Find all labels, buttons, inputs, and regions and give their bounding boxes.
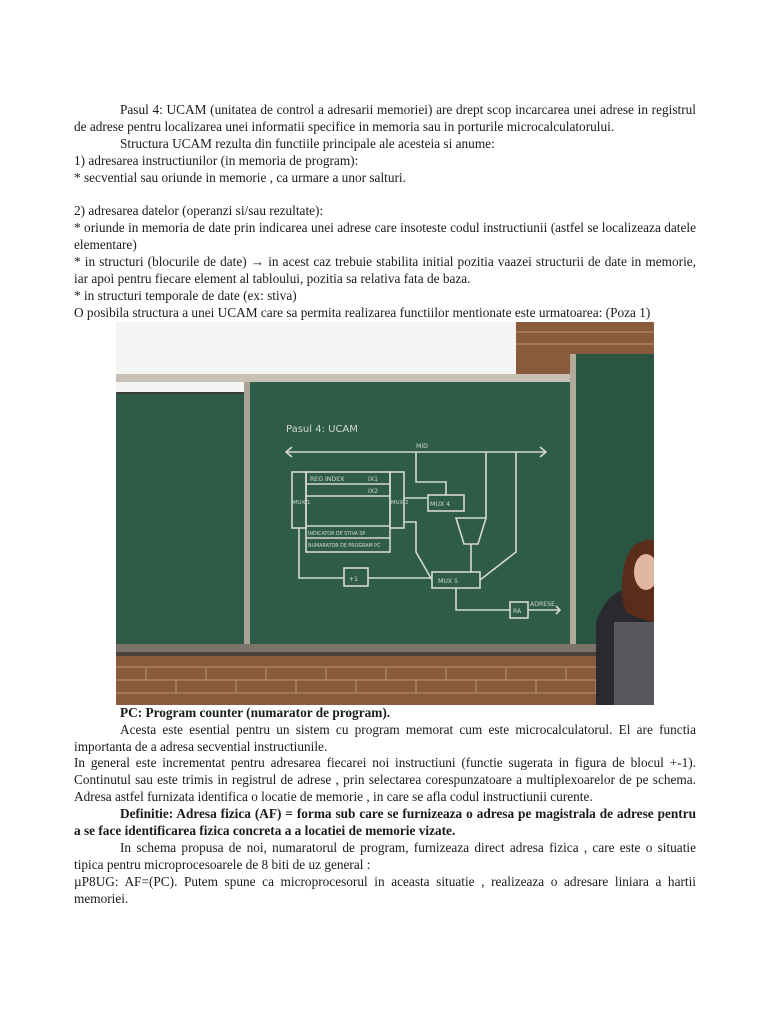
- blackboard-photo: [116, 322, 654, 705]
- blank-line: [74, 187, 696, 204]
- paragraph-intro: Pasul 4: UCAM (unitatea de control a adresarii memoriei) are drept scop incarcarea unei adrese in registrul de adrese pentru localizarea unei informatii specifice in memoria sau in porturile microcalculatorului.: [74, 102, 696, 134]
- board-label: +1: [349, 575, 359, 583]
- board-label: MID: [416, 442, 428, 450]
- board-label: INDICATOR DE STIVA SP: [308, 531, 366, 537]
- paragraph-pc-increment: In general este incrementat pentru adresarea fiecarei noi instructiuni (functie sugerata in figura de blocul +-1). Continutul sau este trimis in registrul de adrese , prin selectarea corespunzatoare a multiplexoarelor de pe schema. Adresa astfel furnizata identifica o locatie de memorie , in care se afla codul instructiunii curente.: [74, 755, 696, 805]
- list-item: * in structuri temporale de date (ex: stiva): [74, 287, 297, 303]
- list-item: 1) adresarea instructiunilor (in memoria de program):: [74, 152, 359, 168]
- board-label: NUMARATOR DE PROGRAM PC: [308, 543, 381, 549]
- paragraph-linear: µP8UG: AF=(PC). Putem spune ca microprocesorul in aceasta situatie , realizeaza o adresare liniara a hartii memoriei.: [74, 873, 696, 906]
- board-label: MUX 5: [438, 577, 459, 585]
- board-label: RA: [513, 607, 522, 615]
- board-label: Pasul 4: UCAM: [286, 423, 358, 435]
- board-label: ADRESE: [530, 600, 556, 608]
- paragraph-scheme: In schema propusa de noi, numaratorul de program, furnizeaza direct adresa fizica , care este o situatie tipica pentru microprocesoarele de 8 biti de uz general :: [74, 840, 696, 872]
- board-label: REG INDEX: [310, 475, 345, 483]
- board-label: IX1: [368, 475, 379, 483]
- document-page: [74, 102, 696, 908]
- list-item: * in structuri (blocurile de date) → in acest caz trebuie stabilita initial pozitia vaazei structurii de date in memorie, iar apoi pentru fiecare element al tabloului, pozitia sa relativa fata de baza.: [74, 254, 696, 287]
- definition-af: Definitie: Adresa fizica (AF) = forma sub care se furnizeaza o adresa pe magistrala de adrese pentru a se face identificarea fizica concreta a a locatiei de memorie vizate.: [74, 806, 696, 839]
- board-label: MUX 4: [430, 500, 451, 508]
- list-item: * secvential sau oriunde in memorie , ca urmare a unor salturi.: [74, 169, 406, 185]
- list-item: 2) adresarea datelor (operanzi si/sau rezultate):: [74, 203, 324, 219]
- section-heading-pc: PC: Program counter (numarator de program).: [120, 704, 391, 720]
- board-label: MUX 1: [293, 499, 311, 506]
- board-label: MUX 2: [391, 499, 409, 506]
- paragraph-structure: Structura UCAM rezulta din functiile principale ale acesteia si anume:: [120, 135, 495, 151]
- list-item: * oriunde in memoria de date prin indicarea unei adrese care insoteste codul instructiunii (astfel se localizeaza datele elementare): [74, 220, 696, 253]
- paragraph-pc-desc: Acesta este esential pentru un sistem cu program memorat cum este microcalculatorul. El are functia importanta de a adresa secvential instructiunile.: [74, 721, 696, 754]
- paragraph-figure-intro: O posibila structura a unei UCAM care sa permita realizarea functiilor mentionate este urmatoarea: (Poza 1): [74, 304, 651, 320]
- board-label: IX2: [368, 487, 379, 495]
